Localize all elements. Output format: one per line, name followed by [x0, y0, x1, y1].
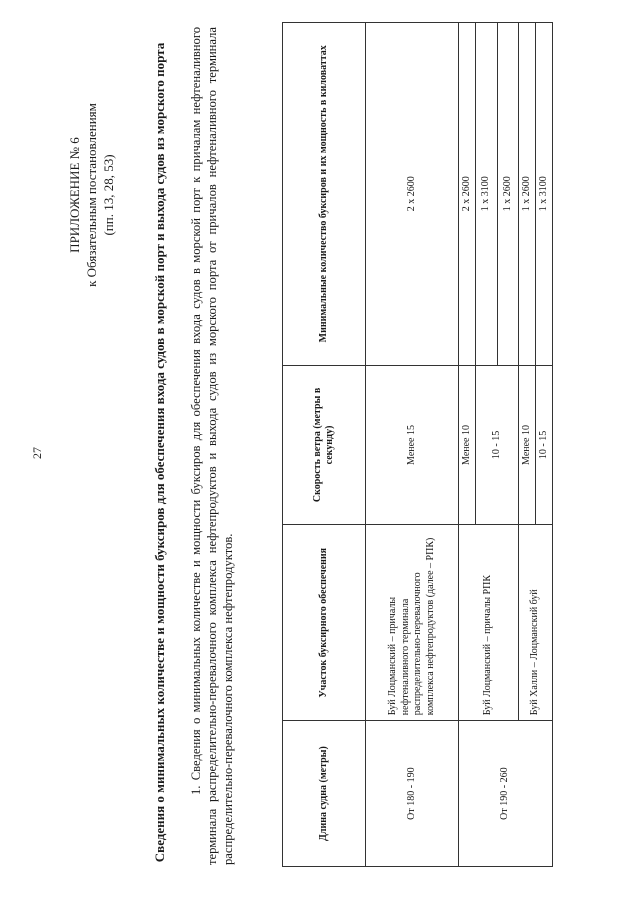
- cell-wind: Менее 15: [366, 365, 459, 525]
- cell-tugs: 2 x 2600: [459, 23, 476, 366]
- tug-requirements-table: [282, 22, 553, 867]
- body-paragraph: 1. Сведения о минимальных количестве и мощности буксиров для обеспечения входа судов в морской порт к причалам нефтеналивного терминала распределительно-перевалочного комплекса нефтепродуктов и выхода судов из морского порта от причалов нефтеналивного терминала распределительно-перевалочного комплекса нефтепродуктов.: [189, 27, 235, 865]
- appendix-paragraph-refs: (пп. 13, 28, 53): [101, 154, 116, 236]
- cell-wind: 10 - 15: [536, 365, 553, 525]
- table-row: [366, 23, 459, 867]
- cell-wind: Менее 10: [519, 365, 536, 525]
- cell-wind: Менее 10: [459, 365, 476, 525]
- appendix-title: ПРИЛОЖЕНИЕ № 6: [67, 137, 82, 253]
- appendix-subtitle: к Обязательным постановлениям: [84, 103, 99, 287]
- cell-length: От 190 - 260: [459, 721, 553, 867]
- header-tug-count-power: Минимальные количество буксиров и их мощность в киловаттах: [283, 23, 366, 366]
- appendix-header: [66, 85, 117, 305]
- header-tug-segment: Участок буксирного обеспечения: [283, 525, 366, 721]
- document-title: Сведения о минимальных количестве и мощности буксиров для обеспечения входа судов в морской порт и выхода судов из морского порта: [152, 42, 167, 863]
- cell-tugs: 1 x 3100: [476, 23, 498, 366]
- header-wind-speed: Скорость ветра (метры в секунду): [283, 365, 366, 525]
- cell-tugs: 1 x 3100: [536, 23, 553, 366]
- cell-tugs: 1 x 2600: [497, 23, 519, 366]
- table-header-row: [283, 23, 366, 867]
- cell-segment: Буй Лоцманский – причалы РПК: [459, 525, 519, 721]
- cell-wind: 10 - 15: [476, 365, 519, 525]
- cell-length: От 180 - 190: [366, 721, 459, 867]
- cell-tugs: 2 x 2600: [366, 23, 459, 366]
- page-number: 27: [30, 447, 44, 459]
- table-row: [459, 23, 476, 867]
- cell-segment: Буй Лоцманский – причалы нефтеналивного терминала распределительно-перевалочного комплекса нефтепродуктов (далее – РПК): [366, 525, 459, 721]
- cell-tugs: 1 x 2600: [519, 23, 536, 366]
- header-vessel-length: Длина судна (метры): [283, 721, 366, 867]
- cell-segment: Буй Халли – Лоцманский буй: [519, 525, 553, 721]
